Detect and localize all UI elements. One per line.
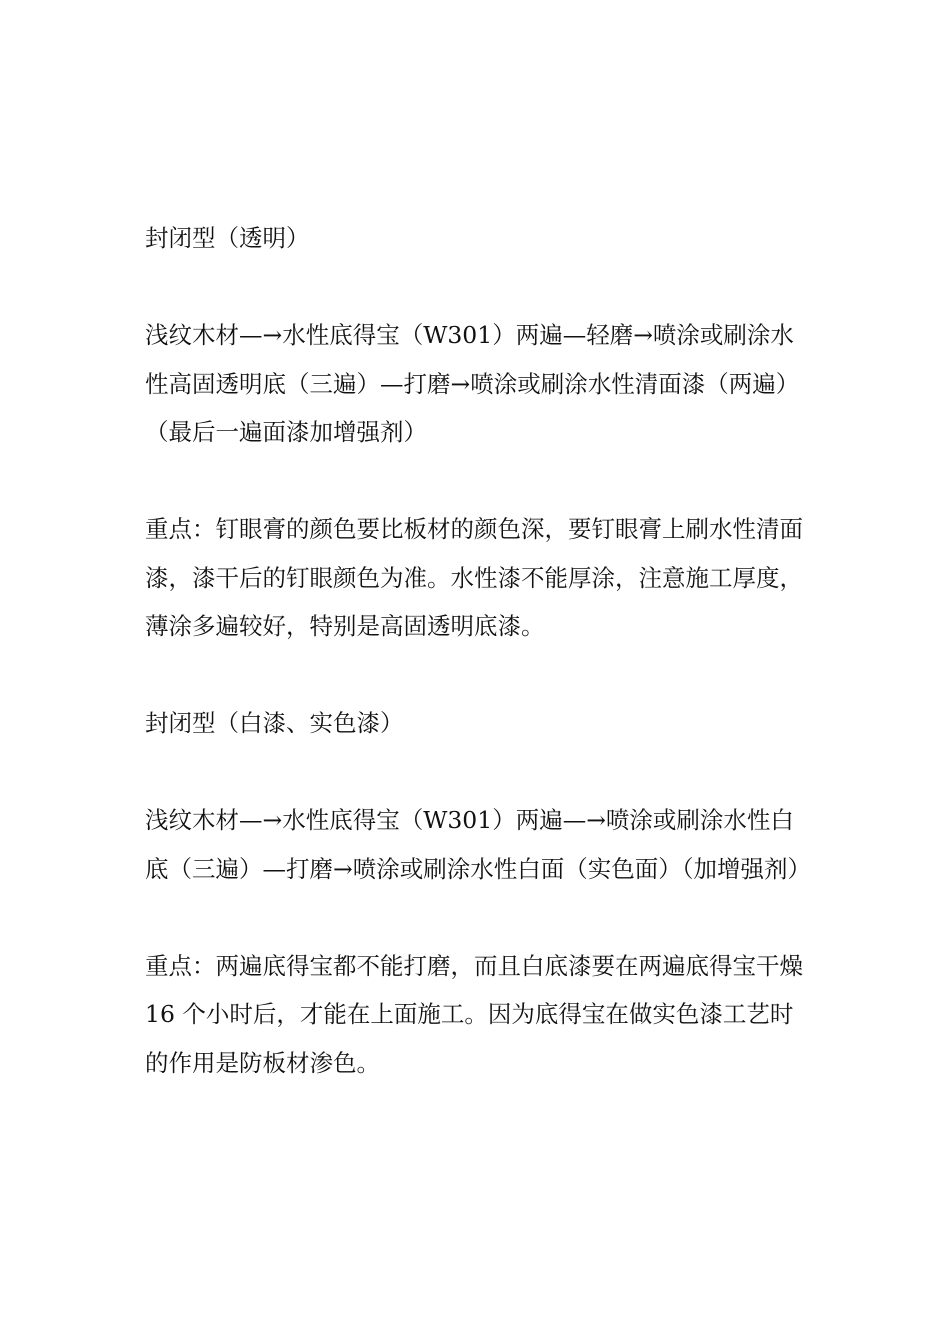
note-transparent: 重点：钉眼膏的颜色要比板材的颜色深，要钉眼膏上刷水性清面漆，漆干后的钉眼颜色为准。水性漆不能厚涂，注意施工厚度，薄涂多遍较好，特别是高固透明底漆。 [145, 515, 803, 640]
document-body [145, 214, 815, 1087]
paragraph-spacer [145, 263, 815, 312]
note-white-solid: 重点：两遍底得宝都不能打磨，而且白底漆要在两遍底得宝干燥 16 个小时后，才能在上面施工。因为底得宝在做实色漆工艺时的作用是防板材渗色。 [145, 951, 803, 1077]
process-white-solid: 浅纹木材—→水性底得宝（W301）两遍—→喷涂或刷涂水性白底（三遍）—打磨→喷涂或刷涂水性白面（实色面）（加增强剂） [145, 806, 811, 883]
paragraph-spacer [145, 893, 815, 942]
section-heading-white-solid: 封闭型（白漆、实色漆） [145, 709, 404, 737]
paragraph-spacer [145, 457, 815, 506]
process-transparent: 浅纹木材—→水性底得宝（W301）两遍—轻磨→喷涂或刷涂水性高固透明底（三遍）—打磨→喷涂或刷涂水性清面漆（两遍）（最后一遍面漆加增强剂） [145, 321, 800, 446]
section-heading-transparent: 封闭型（透明） [145, 224, 310, 252]
paragraph-spacer [145, 748, 815, 797]
paragraph-spacer [145, 651, 815, 700]
